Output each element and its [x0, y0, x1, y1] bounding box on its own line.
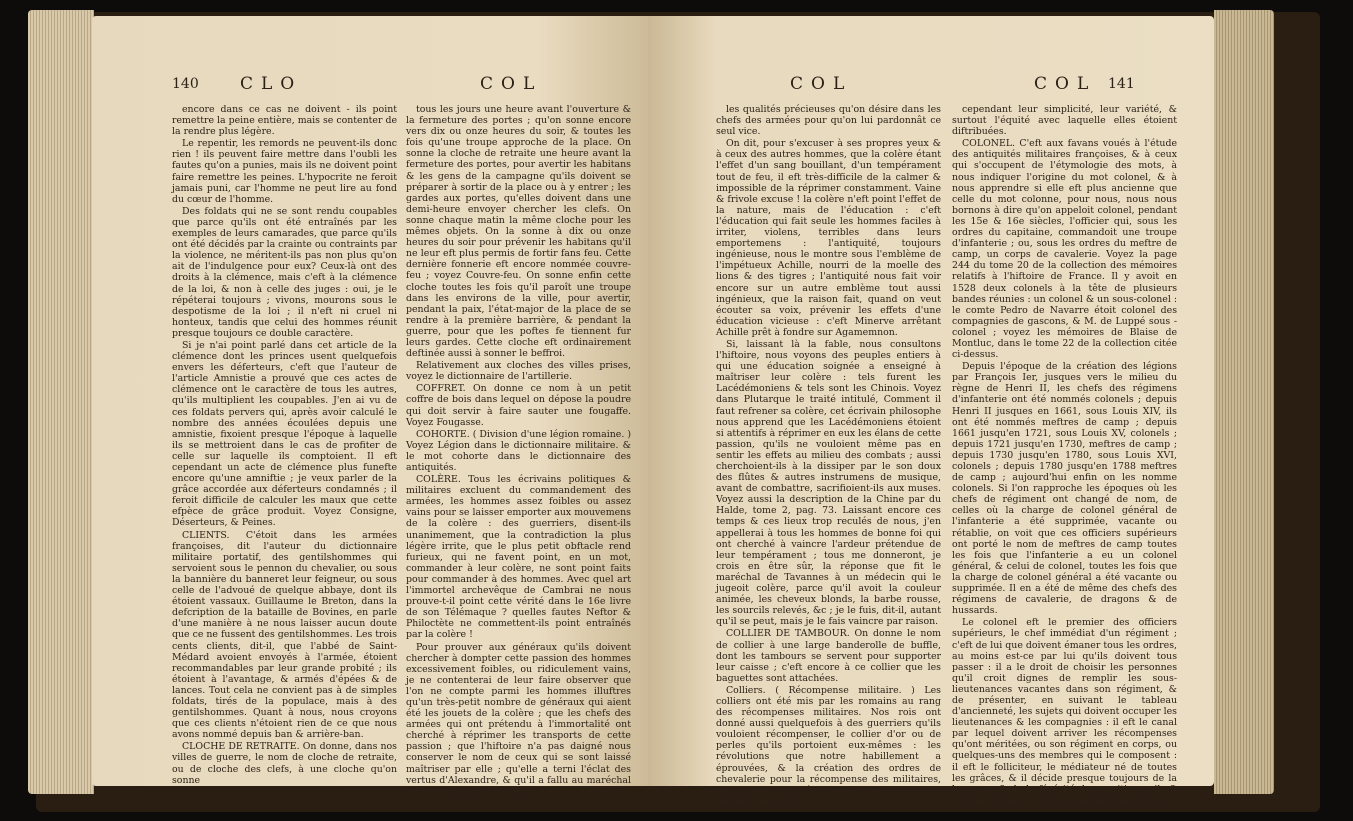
paragraph: CLIENTS. C'étoit dans les armées françoises, dit l'auteur du dictionnaire militaire portatif, des gentilshommes qui servoient sous le pennon du chevalier, ou sous la bannière du banneret leur feigneur, ou sous celle de l'advoué de quelque abbaye, dont ils étoient vassaux. Guillaume le Breton, dans la defcription de la bataille de Bovines, en parle d'une manière à ne nous laisser aucun doute que ce ne fussent des gentilshommes. Les trois cents clients, dit-il, que l'abbé de Saint-Médard avoient envoyés à l'armée, étoient recommandables par leur grande probité ; ils étoient à l'avantage, & armés d'épées & de lances. Tout cela ne convient pas à de simples foldats, tirés de la populace, mais à des gentilshommes. Quant à nous, nous croyons que ces clients n'étoient rien de ce que nous avons nommé depuis ban & arrière-ban. [172, 529, 397, 741]
paragraph: Colliers. ( Récompense militaire. ) Les colliers ont été mis par les romains au rang des récompenses militaires. Nos rois ont donné aussi quelquefois à des guerriers qu'ils vouloient récompenser, le collier d'or ou de perles qu'ils portoient eux-mêmes : les révolutions que notre habillement a éprouvées, & la création des ordres de chevalerie pour la récompense des militaires, ont rendu les récompenses de ce genre inutiles ; on aime [716, 684, 941, 807]
paragraph: encore dans ce cas ne doivent - ils point remettre la peine entière, mais se contenter de la rendre plus légère. [172, 104, 397, 138]
paragraph: Si, laissant là la fable, nous consultons l'hiftoire, nous voyons des peuples entiers à qui une éducation soignée a enseigné à maîtriser leur colère : tels furent les Lacédémoniens & tels sont les Chinois. Voyez dans Plutarque le traité intitulé, Comment il faut refrener sa colère, cet écrivain philosophe nous apprend que les Lacédémoniens étoient si attentifs à réprimer en eux les élans de cette passion, qu'ils ne vouloient même pas en sentir les effets au milieu des combats ; aussi cherchoient-ils à la dissiper par le son doux des flûtes & autres instrumens de musique, avant de combattre, sacrifioient-ils aux muses. Voyez aussi la description de la Chine par du Halde, tome 2, pag. 73. Laissant encore ces temps & ces lieux trop reculés de nous, j'en appellerai à tous les hommes de bonne foi qui ont cherché à vaincre l'ardeur prétendue de leur tempérament ; tous me donneront, je crois en être sûr, la réponse que fit le maréchal de Tavannes à un médecin qui le jugeoit colère, parce qu'il avoit la couleur animée, les cheveux blonds, la barbe rousse, les sourcils relevés, &c ; je le fuis, dit-il, autant qu'il se peut, mais je le fais vaincre par raison. [716, 338, 941, 628]
running-head-right: COL [1034, 74, 1097, 94]
right-page-column-1 [716, 104, 941, 807]
paragraph: tous les jours une heure avant l'ouverture & la fermeture des portes ; qu'on sonne encore vers dix ou onze heures du soir, & toutes les fois qu'une troupe approche de la place. On sonne la cloche de retraite une heure avant la fermeture des portes, pour avertir les habitans & les gens de la campagne qu'ils doivent se préparer à sortir de la place ou à y entrer ; les gardes aux portes, qu'elles doivent dans une demi-heure envoyer chercher les clefs. On sonne chaque matin la même cloche pour les mêmes objets. On la sonne à dix ou onze heures du soir pour prévenir les habitans qu'il ne leur eft plus permis de fortir fans feu. Cette dernière fonnerie eft encore nommée couvre-feu ; voyez Couvre-feu. On sonne enfin cette cloche toutes les fois qu'il paroît une troupe dans les environs de la ville, pour avertir, pendant la paix, l'état-major de la place de se rendre à la première barrière, & pendant la guerre, pour que les poftes fe tiennent fur leurs gardes. Cette cloche eft ordinairement deftinée aussi à sonner le beffroi. [406, 104, 631, 360]
right-page-edges [1214, 10, 1274, 794]
left-page-column-2 [406, 104, 631, 797]
right-page-column-2 [952, 104, 1177, 806]
paragraph: COFFRET. On donne ce nom à un petit coffre de bois dans lequel on dépose la poudre qui doit servir à faire sauter une fougaffe. Voyez Fougasse. [406, 383, 631, 428]
left-page-edges [28, 10, 94, 794]
paragraph: Depuis l'époque de la création des légions par François Ier, jusques vers le milieu du règne de Henri II, les chefs des régimens d'infanterie ont été nommés colonels ; depuis Henri II jusques en 1661, sous Louis XIV, ils ont été nommés meftres de camp ; depuis 1661 jusqu'en 1721, sous Louis XV, colonels ; depuis 1721 jusqu'en 1730, meftres de camp ; depuis 1730 jusqu'en 1780, sous Louis XVI, colonels ; depuis 1780 jusqu'en 1788 meftres de camp ; aujourd'hui enfin on les nomme colonels. Si l'on rapproche les époques où les chefs de régiment ont changé de nom, de celles où la charge de colonel général de l'infanterie a été supprimée, vacante ou rétablie, on voit que ces officiers supérieurs ont porté le nom de meftres de camp toutes les fois que l'infanterie a eu un colonel général, & celui de colonel, toutes les fois que la charge de colonel général a été vacante ou supprimée. Il en a été de même des chefs des régimens de cavalerie, de dragons & de hussards. [952, 361, 1177, 617]
paragraph: Le colonel eft le premier des officiers supérieurs, le chef immédiat d'un régiment ; c'eft de lui que doivent émaner tous les ordres, au moins est-ce par lui qu'ils doivent tous passer : il a le droit de choisir les personnes qu'il croit dignes de remplir les sous-lieutenances vacantes dans son régiment, & de présenter, en suivant le tableau d'ancienneté, les sujets qui doivent occuper les lieutenances & les compagnies : il eft le canal par lequel doivent arriver les récompenses qu'ont méritées, ou son régiment en corps, ou quelques-uns des membres qui le composent : il eft le folliciteur, le médiateur né de toutes les grâces, & il décide presque toujours de la longueur & de la févérité des punitions ; il eft chargé de l'instruction, de la discipline, de la [952, 617, 1177, 806]
paragraph: On dit, pour s'excuser à ses propres yeux & à ceux des autres hommes, que la colère étant l'effet d'un sang bouillant, d'un tempérament tout de feu, il eft très-difficile de la calmer & impossible de la réprimer constamment. Vaine & frivole excuse ! la colère n'eft point l'effet de la nature, mais de l'éducation : c'eft l'éducation qui fait seule les hommes faciles à irriter, violens, terribles dans leurs emportemens : l'antiquité, toujours ingénieuse, nous le montre sous l'emblème de l'impétueux Achille, nourri de la moelle des lions & des tigres ; l'antiquité nous fait voir encore sur un autre emblème tout aussi ingénieux, que la raison fait, quand on veut écouter sa voix, prévenir les effets d'une éducation vicieuse : c'eft Minerve arrêtant Achille prêt à fondre sur Agamemnon. [716, 138, 941, 338]
paragraph: COLLIER DE TAMBOUR. On donne le nom de collier à une large banderolle de buffle, dont les tambours se servent pour supporter leur caisse ; c'eft encore à ce collier que les baguettes sont attachées. [716, 628, 941, 684]
left-page-column-1 [172, 104, 397, 786]
right-page [648, 16, 1214, 807]
paragraph: COLÈRE. Tous les écrivains politiques & militaires excluent du commandement des armées, les hommes assez foibles ou assez vains pour se laisser emporter aux mouvemens de la colère : des guerriers, disent-ils unanimement, que la contradiction la plus légère irrite, que le plus petit obftacle rend furieux, qui ne favent point, en un mot, commander à leur colère, ne sont point faits pour commander à des hommes. Avec quel art l'immortel archevêque de Cambrai ne nous prouve-t-il point cette vérité dans le 16e livre de son Télémaque ? quelles fautes Neftor & Philoctète ne commettent-ils point entraînés par la colère ! [406, 474, 631, 641]
page-number: 141 [1108, 76, 1135, 92]
paragraph: Pour prouver aux généraux qu'ils doivent chercher à dompter cette passion des hommes excessivement foibles, ou ridiculement vains, je ne contenterai de leur faire observer que l'on ne compte parmi les hommes illuftres qu'un très-petit nombre de généraux qui aient été les jouets de la colère ; que les chefs des armées qui ont prétendu à l'immortalité ont cherché à réprimer les transports de cette passion ; que l'hiftoire n'a pas daigné nous conserver le nom de ceux qui se sont laissé maîtriser par elle ; qu'elle a terni l'éclat des vertus d'Alexandre, & qu'il a fallu au maréchal de Toiras presque toutes [406, 641, 631, 797]
paragraph: cependant leur simplicité, leur variété, & surtout l'équité avec laquelle elles étoient diftribuées. [952, 104, 1177, 138]
paragraph: Si je n'ai point parlé dans cet article de la clémence dont les princes usent quelquefois envers les déferteurs, c'eft que l'auteur de l'article Amnistie a prouvé que ces actes de clémence ont le caractère de tous les autres, qu'ils multiplient les coupables. J'en ai vu de ces foldats pervers qui, après avoir calculé le nombre des années écoulées depuis une amnistie, fixoient presque l'époque à laquelle ils se mettroient dans le cas de profiter de celle sur laquelle ils comptoient. Il eft cependant un acte de clémence plus funefte encore qu'une amniftie ; je veux parler de la grâce accordée aux déferteurs condamnés ; il feroit difficile de calculer les maux que cette efpèce de grâce produit. Voyez Consigne, Déserteurs, & Peines. [172, 339, 397, 529]
paragraph: CLOCHE DE RETRAITE. On donne, dans nos villes de guerre, le nom de cloche de retraite, ou de cloche des clefs, à une cloche qu'on sonne [172, 741, 397, 786]
paragraph: Le repentir, les remords ne peuvent-ils donc rien ! ils peuvent faire mettre dans l'oubli les fautes qu'on a punies, mais ils ne doivent point faire remettre les peines. L'hypocrite ne feroit jamais puni, car l'homme ne peut lire au fond du cœur de l'homme. [172, 138, 397, 205]
paragraph: Relativement aux cloches des villes prises, voyez le dictionnaire de l'artillerie. [406, 360, 631, 383]
page-number: 140 [172, 76, 199, 92]
paragraph: COLONEL. C'eft aux favans voués à l'étude des antiquités militaires françoises, & à ceux qui s'occupent de l'étymologie des mots, à nous indiquer l'origine du mot colonel, & à nous apprendre si elle eft plus ancienne que celle du mot colonne, pour nous, nous nous bornons à dire qu'on appeloit colonel, pendant les 15e & 16e siècles, l'officier qui, sous les ordres du capitaine, commandoit une troupe d'infanterie ; ou, sous les ordres du meftre de camp, un corps de cavalerie. Voyez la page 244 du tome 20 de la collection des mémoires relatifs à l'hiftoire de France. Il y avoit en 1528 deux colonels à la tête de plusieurs bandes réunies : un colonel & un sous-colonel : le comte Pedro de Navarre étoit colonel des compagnies de gascons, & M. de Luppé sous - colonel ; voyez les mémoires de Blaise de Montluc, dans le tome 22 de la collection citée ci-dessus. [952, 138, 1177, 361]
paragraph: COHORTE. ( Division d'une légion romaine. ) Voyez Légion dans le dictionnaire militaire. & le mot cohorte dans le dictionnaire des antiquités. [406, 428, 631, 473]
running-head-left: COL [790, 74, 853, 94]
right-page-header [648, 56, 1214, 96]
left-page-header [92, 56, 648, 96]
paragraph: les qualités précieuses qu'on désire dans les chefs des armées pour qu'on lui pardonnât ce seul vice. [716, 104, 941, 138]
left-page [92, 16, 648, 797]
running-head-right: COL [480, 74, 543, 94]
running-head-left: CLO [240, 74, 303, 94]
paragraph: Des foldats qui ne se sont rendu coupables que parce qu'ils ont été entraînés par les exemples de leurs camarades, que parce qu'ils ont été décidés par la crainte ou contraints par la violence, ne méritent-ils pas non plus qu'on ait de l'indulgence pour eux? Ceux-là ont des droits à la clémence, mais c'eft à la clémence de la loi, & non à celle des juges : oui, je le répéterai toujours ; vivons, mourons sous le despotisme de la loi ; il n'eft ni cruel ni honteux, tandis que celui des hommes réunit presque toujours ce double caractère. [172, 205, 397, 339]
